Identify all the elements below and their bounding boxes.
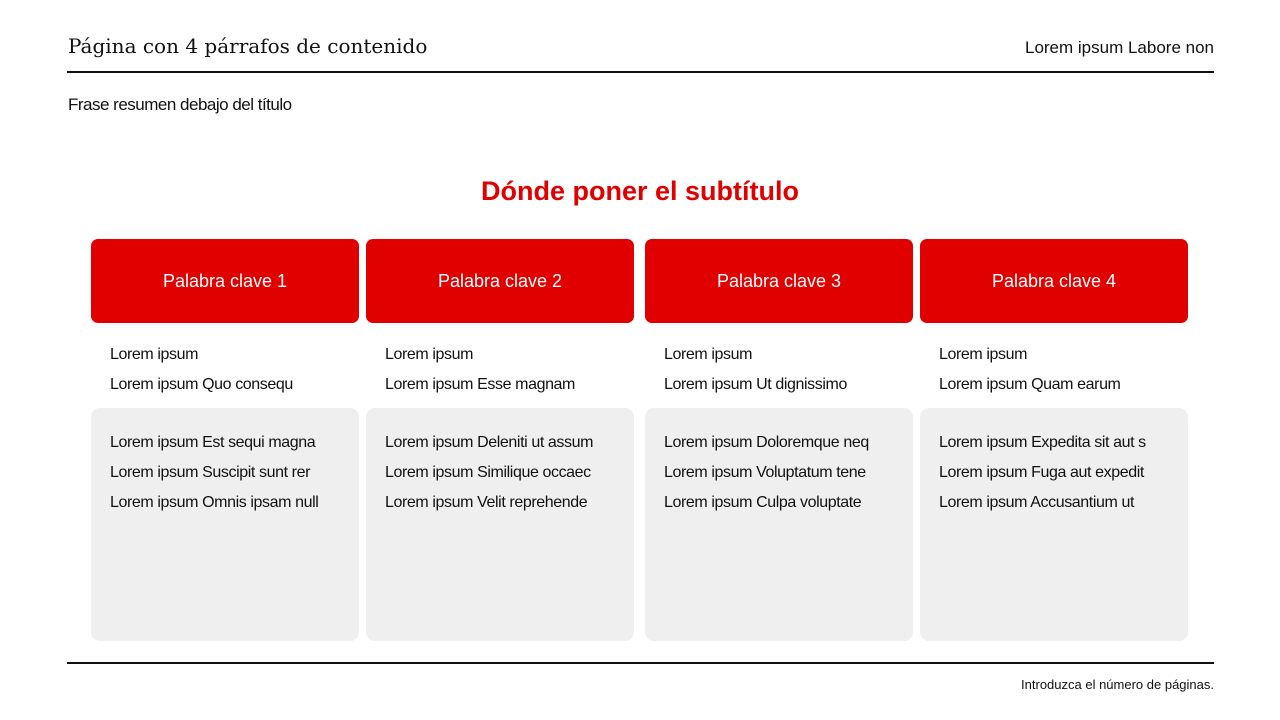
page-number-placeholder: Introduzca el número de páginas. — [1021, 677, 1214, 692]
column-intro-2 — [366, 323, 634, 392]
intro-line: Lorem ipsum — [385, 346, 474, 363]
content-column-2 — [366, 239, 634, 511]
column-intro-4 — [920, 323, 1188, 392]
summary-sentence: Frase resumen debajo del título — [68, 95, 292, 114]
box-line: Lorem ipsum Doloremque neq — [664, 434, 869, 451]
box-line: Lorem ipsum Voluptatum tene — [664, 464, 866, 481]
intro-line: Lorem ipsum — [664, 346, 753, 363]
intro-line: Lorem ipsum Esse magnam — [385, 376, 575, 393]
box-line: Lorem ipsum Fuga aut expedit — [939, 464, 1144, 481]
box-line: Lorem ipsum Velit reprehende — [385, 494, 588, 511]
keyword-label: Palabra clave 4 — [991, 270, 1117, 291]
intro-line: Lorem ipsum Quam earum — [939, 376, 1121, 393]
box-line: Lorem ipsum Omnis ipsam null — [110, 494, 319, 511]
box-line: Lorem ipsum Est sequi magna — [110, 434, 316, 451]
keyword-label: Palabra clave 2 — [437, 270, 563, 291]
content-column-3 — [645, 239, 913, 511]
header-divider — [67, 71, 1214, 73]
keyword-label: Palabra clave 3 — [716, 270, 842, 291]
keyword-header-2 — [366, 239, 634, 323]
intro-line: Lorem ipsum Quo consequ — [110, 376, 293, 393]
column-intro-3 — [645, 323, 913, 392]
keyword-label: Palabra clave 1 — [162, 270, 288, 291]
page-title: Página con 4 párrafos de contenido — [68, 34, 428, 58]
content-box-2 — [366, 408, 634, 641]
content-column-1 — [91, 239, 359, 511]
subtitle: Dónde poner el subtítulo — [481, 176, 799, 206]
intro-line: Lorem ipsum — [939, 346, 1028, 363]
box-line: Lorem ipsum Suscipit sunt rer — [110, 464, 311, 481]
box-line: Lorem ipsum Expedita sit aut s — [939, 434, 1146, 451]
content-column-4 — [920, 239, 1188, 511]
keyword-header-3 — [645, 239, 913, 323]
box-line: Lorem ipsum Culpa voluptate — [664, 494, 862, 511]
content-box-4 — [920, 408, 1188, 641]
intro-line: Lorem ipsum — [110, 346, 199, 363]
intro-line: Lorem ipsum Ut dignissimo — [664, 376, 847, 393]
content-box-3 — [645, 408, 913, 641]
footer-divider — [67, 662, 1214, 664]
column-intro-1 — [91, 323, 359, 392]
header-right-text: Lorem ipsum Labore non — [1024, 38, 1214, 57]
keyword-header-1 — [91, 239, 359, 323]
box-line: Lorem ipsum Deleniti ut assum — [385, 434, 594, 451]
box-line: Lorem ipsum Accusantium ut — [939, 494, 1135, 511]
keyword-header-4 — [920, 239, 1188, 323]
box-line: Lorem ipsum Similique occaec — [385, 464, 591, 481]
content-box-1 — [91, 408, 359, 641]
